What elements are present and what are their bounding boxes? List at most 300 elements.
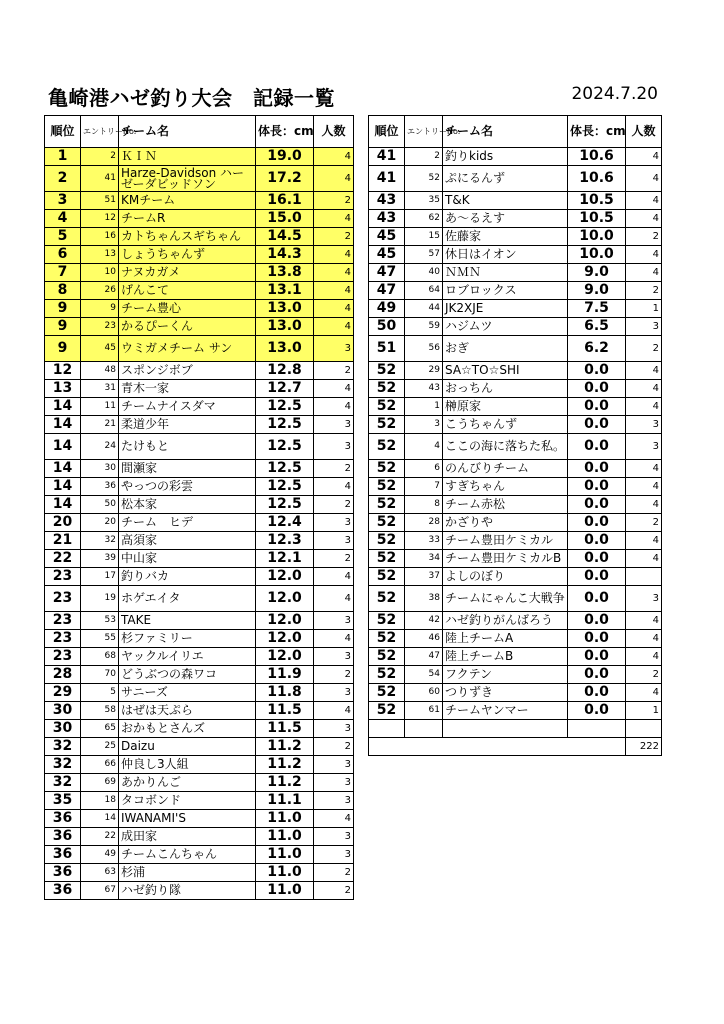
team-name-cell: ホゲエイタ [119, 586, 256, 612]
table-row [369, 398, 662, 416]
team-name-cell: やっつの彩雲 [119, 478, 256, 496]
people-cell: 4 [314, 380, 354, 398]
people-cell: 4 [626, 630, 662, 648]
rank-cell: 29 [45, 684, 81, 702]
table-row [369, 246, 662, 264]
length-cell: 0.0 [568, 514, 626, 532]
team-name-cell: 仲良し3人組 [119, 756, 256, 774]
people-cell: 2 [626, 228, 662, 246]
people-cell: 3 [314, 416, 354, 434]
entry-cell: 45 [81, 336, 119, 362]
rank-cell: 12 [45, 362, 81, 380]
entry-cell: 41 [81, 166, 119, 192]
team-name-cell: おかもとさんズ [119, 720, 256, 738]
length-cell: 12.1 [256, 550, 314, 568]
entry-cell: 50 [81, 496, 119, 514]
people-cell: 2 [314, 550, 354, 568]
rank-cell: 36 [45, 846, 81, 864]
entry-cell: 28 [405, 514, 443, 532]
table-row [369, 434, 662, 460]
entry-cell: 6 [405, 460, 443, 478]
length-cell: 0.0 [568, 478, 626, 496]
rank-cell: 23 [45, 586, 81, 612]
rank-cell: 32 [45, 756, 81, 774]
col-length-header: 体長：cm [256, 116, 314, 148]
table-row [45, 166, 354, 192]
rank-cell: 3 [45, 192, 81, 210]
team-name-cell: おっちん [443, 380, 568, 398]
entry-cell: 23 [81, 318, 119, 336]
table-header [45, 116, 354, 148]
team-name-cell: つりずき [443, 684, 568, 702]
team-name-cell: おぎ [443, 336, 568, 362]
length-cell: 0.0 [568, 612, 626, 630]
entry-cell: 60 [405, 684, 443, 702]
length-cell: 12.0 [256, 568, 314, 586]
rank-cell: 52 [369, 380, 405, 398]
people-cell: 3 [314, 756, 354, 774]
people-cell: 4 [626, 210, 662, 228]
people-cell: 3 [314, 648, 354, 666]
entry-cell: 5 [81, 684, 119, 702]
rank-cell: 1 [45, 148, 81, 166]
length-cell: 15.0 [256, 210, 314, 228]
table-row [369, 532, 662, 550]
total-label-cell [369, 738, 626, 756]
entry-cell: 14 [81, 810, 119, 828]
table-row [369, 192, 662, 210]
table-row [45, 810, 354, 828]
rank-cell: 5 [45, 228, 81, 246]
entry-cell: 21 [81, 416, 119, 434]
length-cell: 10.0 [568, 246, 626, 264]
length-cell: 10.6 [568, 166, 626, 192]
entry-cell: 29 [405, 362, 443, 380]
length-cell: 6.2 [568, 336, 626, 362]
team-name-cell: 松本家 [119, 496, 256, 514]
total-people-cell: 222 [626, 738, 662, 756]
entry-cell: 32 [81, 532, 119, 550]
entry-cell: 22 [81, 828, 119, 846]
people-cell: 3 [626, 586, 662, 612]
entry-cell: 53 [81, 612, 119, 630]
people-cell: 4 [626, 612, 662, 630]
people-cell: 4 [626, 460, 662, 478]
length-cell: 11.0 [256, 864, 314, 882]
team-name-cell: はぜは天ぷら [119, 702, 256, 720]
entry-cell: 7 [405, 478, 443, 496]
length-cell: 13.0 [256, 300, 314, 318]
rank-cell: 30 [45, 720, 81, 738]
entry-cell: 59 [405, 318, 443, 336]
event-date: 2024.7.20 [571, 84, 658, 104]
team-name-cell: IWANAMI'S [119, 810, 256, 828]
rank-cell: 14 [45, 434, 81, 460]
rank-cell: 52 [369, 586, 405, 612]
rank-cell: 2 [45, 166, 81, 192]
col-rank-header: 順位 [45, 116, 81, 148]
entry-cell: 57 [405, 246, 443, 264]
people-cell: 4 [626, 532, 662, 550]
people-cell: 2 [314, 228, 354, 246]
rank-cell: 36 [45, 828, 81, 846]
length-cell: 0.0 [568, 684, 626, 702]
length-cell: 6.5 [568, 318, 626, 336]
table-row [369, 666, 662, 684]
length-cell: 14.5 [256, 228, 314, 246]
table-row [369, 210, 662, 228]
results-table-right [368, 115, 662, 756]
team-name-cell: ぷにるんず [443, 166, 568, 192]
people-cell: 4 [626, 496, 662, 514]
team-name-cell: チームナイスダマ [119, 398, 256, 416]
length-cell: 0.0 [568, 532, 626, 550]
team-name-cell: かるぴーくん [119, 318, 256, 336]
length-cell: 11.9 [256, 666, 314, 684]
table-row [45, 148, 354, 166]
rank-cell: 52 [369, 612, 405, 630]
entry-cell: 30 [81, 460, 119, 478]
length-cell: 9.0 [568, 264, 626, 282]
team-name-cell: SA☆TO☆SHI [443, 362, 568, 380]
rank-cell: 14 [45, 478, 81, 496]
entry-cell: 58 [81, 702, 119, 720]
team-name-cell: チーム ヒデ [119, 514, 256, 532]
table-row [45, 774, 354, 792]
length-cell: 10.5 [568, 210, 626, 228]
table-row [45, 228, 354, 246]
length-cell: 13.8 [256, 264, 314, 282]
table-row [369, 702, 662, 720]
team-name-cell: チームこんちゃん [119, 846, 256, 864]
people-cell: 3 [314, 612, 354, 630]
rank-cell: 52 [369, 630, 405, 648]
people-cell: 3 [314, 532, 354, 550]
table-row [45, 828, 354, 846]
rank-cell: 14 [45, 416, 81, 434]
length-cell: 9.0 [568, 282, 626, 300]
rank-cell: 47 [369, 282, 405, 300]
length-cell: 0.0 [568, 496, 626, 514]
rank-cell: 45 [369, 228, 405, 246]
length-cell: 0.0 [568, 434, 626, 460]
table-row [369, 416, 662, 434]
table-row [369, 148, 662, 166]
rank-cell: 50 [369, 318, 405, 336]
rank-cell: 52 [369, 362, 405, 380]
people-cell: 4 [626, 362, 662, 380]
rank-cell: 52 [369, 702, 405, 720]
team-name-cell: タコボンド [119, 792, 256, 810]
entry-cell: 62 [405, 210, 443, 228]
rank-cell: 47 [369, 264, 405, 282]
col-length-header: 体長：cm [568, 116, 626, 148]
table-row [45, 380, 354, 398]
entry-cell: 43 [405, 380, 443, 398]
entry-cell: 70 [81, 666, 119, 684]
team-name-cell: チームR [119, 210, 256, 228]
entry-cell: 48 [81, 362, 119, 380]
table-row [45, 192, 354, 210]
length-cell: 11.0 [256, 828, 314, 846]
length-cell: 13.0 [256, 336, 314, 362]
team-name-cell: しょうちゃんず [119, 246, 256, 264]
table-row [369, 684, 662, 702]
entry-cell: 36 [81, 478, 119, 496]
length-cell: 14.3 [256, 246, 314, 264]
team-name-cell: 高須家 [119, 532, 256, 550]
people-cell: 2 [314, 864, 354, 882]
team-name-cell: 杉浦 [119, 864, 256, 882]
people-cell: 2 [314, 460, 354, 478]
rank-cell: 35 [45, 792, 81, 810]
people-cell: 4 [314, 810, 354, 828]
people-cell: 4 [314, 630, 354, 648]
entry-cell: 26 [81, 282, 119, 300]
length-cell: 12.0 [256, 648, 314, 666]
blank-cell [443, 720, 568, 738]
people-cell: 4 [626, 192, 662, 210]
table-row [45, 568, 354, 586]
team-name-cell: チーム豊田ケミカルB [443, 550, 568, 568]
length-cell: 12.5 [256, 434, 314, 460]
length-cell: 11.0 [256, 882, 314, 900]
table-row [369, 460, 662, 478]
table-row [45, 496, 354, 514]
length-cell: 0.0 [568, 586, 626, 612]
table-row [45, 416, 354, 434]
rank-cell: 7 [45, 264, 81, 282]
team-name-cell: げんこて [119, 282, 256, 300]
team-name-cell: 榊原家 [443, 398, 568, 416]
rank-cell: 23 [45, 612, 81, 630]
entry-cell: 65 [81, 720, 119, 738]
entry-cell: 67 [81, 882, 119, 900]
team-name-cell: Harze-Davidson ハーゼーダビッドソン [119, 166, 256, 192]
length-cell: 0.0 [568, 630, 626, 648]
people-cell: 2 [626, 514, 662, 532]
rank-cell: 32 [45, 738, 81, 756]
col-rank-header: 順位 [369, 116, 405, 148]
rank-cell: 14 [45, 460, 81, 478]
rank-cell: 36 [45, 882, 81, 900]
entry-cell: 52 [405, 166, 443, 192]
entry-cell: 11 [81, 398, 119, 416]
rank-cell: 52 [369, 648, 405, 666]
team-name-cell: すぎちゃん [443, 478, 568, 496]
blank-cell [369, 720, 405, 738]
team-name-cell: チーム豊心 [119, 300, 256, 318]
entry-cell: 47 [405, 648, 443, 666]
entry-cell: 54 [405, 666, 443, 684]
length-cell: 0.0 [568, 398, 626, 416]
entry-cell: 4 [405, 434, 443, 460]
team-name-cell: ＮＭＮ [443, 264, 568, 282]
rank-cell: 36 [45, 810, 81, 828]
rank-cell: 52 [369, 550, 405, 568]
entry-cell: 42 [405, 612, 443, 630]
length-cell: 10.5 [568, 192, 626, 210]
people-cell: 2 [314, 882, 354, 900]
table-row [369, 514, 662, 532]
table-row [45, 882, 354, 900]
entry-cell: 16 [81, 228, 119, 246]
team-name-cell: 釣りkids [443, 148, 568, 166]
length-cell: 11.8 [256, 684, 314, 702]
entry-cell: 10 [81, 264, 119, 282]
table-row [45, 282, 354, 300]
length-cell: 12.5 [256, 496, 314, 514]
entry-cell: 31 [81, 380, 119, 398]
rank-cell: 20 [45, 514, 81, 532]
people-cell: 2 [314, 192, 354, 210]
people-cell: 3 [626, 318, 662, 336]
length-cell: 12.5 [256, 460, 314, 478]
people-cell: 4 [314, 318, 354, 336]
rank-cell: 23 [45, 648, 81, 666]
entry-cell: 34 [405, 550, 443, 568]
rank-cell: 52 [369, 514, 405, 532]
length-cell: 10.6 [568, 148, 626, 166]
table-row [369, 630, 662, 648]
length-cell: 11.2 [256, 756, 314, 774]
page-title: 亀崎港ハゼ釣り大会 記録一覧 [48, 86, 335, 110]
team-name-cell: ＫＩＮ [119, 148, 256, 166]
people-cell: 4 [626, 684, 662, 702]
length-cell: 12.5 [256, 478, 314, 496]
entry-cell: 20 [81, 514, 119, 532]
team-name-cell: ハゼ釣りがんばろう [443, 612, 568, 630]
team-name-cell: よしのぼり [443, 568, 568, 586]
rank-cell: 6 [45, 246, 81, 264]
table-row [45, 586, 354, 612]
table-row [45, 246, 354, 264]
length-cell: 12.0 [256, 612, 314, 630]
entry-cell: 39 [81, 550, 119, 568]
people-cell: 4 [314, 702, 354, 720]
total-row [369, 738, 662, 756]
people-cell: 2 [626, 336, 662, 362]
team-name-cell: フクテン [443, 666, 568, 684]
table-row [369, 336, 662, 362]
team-name-cell: 陸上チームA [443, 630, 568, 648]
people-cell: 4 [314, 210, 354, 228]
col-people-header: 人数 [314, 116, 354, 148]
length-cell: 11.5 [256, 702, 314, 720]
length-cell: 10.0 [568, 228, 626, 246]
table-row [369, 648, 662, 666]
team-name-cell: こうちゃんず [443, 416, 568, 434]
team-name-cell: サニーズ [119, 684, 256, 702]
rank-cell: 45 [369, 246, 405, 264]
team-name-cell: Daizu [119, 738, 256, 756]
team-name-cell: 柔道少年 [119, 416, 256, 434]
entry-cell: 49 [81, 846, 119, 864]
length-cell: 0.0 [568, 416, 626, 434]
team-name-cell: カトちゃんスギちゃん [119, 228, 256, 246]
entry-cell: 69 [81, 774, 119, 792]
table-row [45, 720, 354, 738]
table-row [45, 864, 354, 882]
entry-cell: 64 [405, 282, 443, 300]
table-row [369, 568, 662, 586]
team-name-cell: ここの海に落ちた私。 [443, 434, 568, 460]
entry-cell: 33 [405, 532, 443, 550]
team-name-cell: JK2XJE [443, 300, 568, 318]
rank-cell: 4 [45, 210, 81, 228]
rank-cell: 41 [369, 148, 405, 166]
rank-cell: 23 [45, 568, 81, 586]
col-people-header: 人数 [626, 116, 662, 148]
rank-cell: 51 [369, 336, 405, 362]
table-row [45, 532, 354, 550]
entry-cell: 15 [405, 228, 443, 246]
people-cell: 1 [626, 702, 662, 720]
entry-cell: 12 [81, 210, 119, 228]
table-row [369, 586, 662, 612]
team-name-cell: ロブロックス [443, 282, 568, 300]
rank-cell: 52 [369, 416, 405, 434]
people-cell: 2 [314, 666, 354, 684]
blank-cell [626, 720, 662, 738]
entry-cell: 51 [81, 192, 119, 210]
people-cell: 4 [314, 586, 354, 612]
people-cell: 4 [626, 246, 662, 264]
rank-cell: 43 [369, 192, 405, 210]
rank-cell: 52 [369, 568, 405, 586]
table-row [369, 496, 662, 514]
rank-cell: 52 [369, 666, 405, 684]
table-row [369, 380, 662, 398]
entry-cell: 25 [81, 738, 119, 756]
people-cell: 4 [626, 398, 662, 416]
rank-cell: 52 [369, 478, 405, 496]
length-cell: 13.0 [256, 318, 314, 336]
blank-cell [405, 720, 443, 738]
people-cell: 3 [314, 514, 354, 532]
rank-cell: 21 [45, 532, 81, 550]
entry-cell: 61 [405, 702, 443, 720]
entry-cell: 13 [81, 246, 119, 264]
rank-cell: 8 [45, 282, 81, 300]
table-row [45, 612, 354, 630]
team-name-cell: チームにゃんこ大戦争 [443, 586, 568, 612]
length-cell: 0.0 [568, 648, 626, 666]
people-cell: 4 [314, 568, 354, 586]
table-row [45, 264, 354, 282]
people-cell: 4 [626, 380, 662, 398]
team-name-cell: ハゼ釣り隊 [119, 882, 256, 900]
people-cell: 2 [314, 738, 354, 756]
table-row [45, 792, 354, 810]
people-cell: 4 [314, 478, 354, 496]
table-header [369, 116, 662, 148]
table-row [45, 434, 354, 460]
table-row [45, 398, 354, 416]
people-cell: 4 [314, 398, 354, 416]
length-cell: 0.0 [568, 702, 626, 720]
rank-cell: 22 [45, 550, 81, 568]
people-cell: 3 [314, 336, 354, 362]
entry-cell: 8 [405, 496, 443, 514]
team-name-cell: 青木一家 [119, 380, 256, 398]
length-cell: 11.0 [256, 846, 314, 864]
length-cell: 0.0 [568, 362, 626, 380]
results-table-left [44, 115, 354, 900]
team-name-cell: ウミガメチーム サン [119, 336, 256, 362]
table-row [369, 478, 662, 496]
entry-cell: 66 [81, 756, 119, 774]
